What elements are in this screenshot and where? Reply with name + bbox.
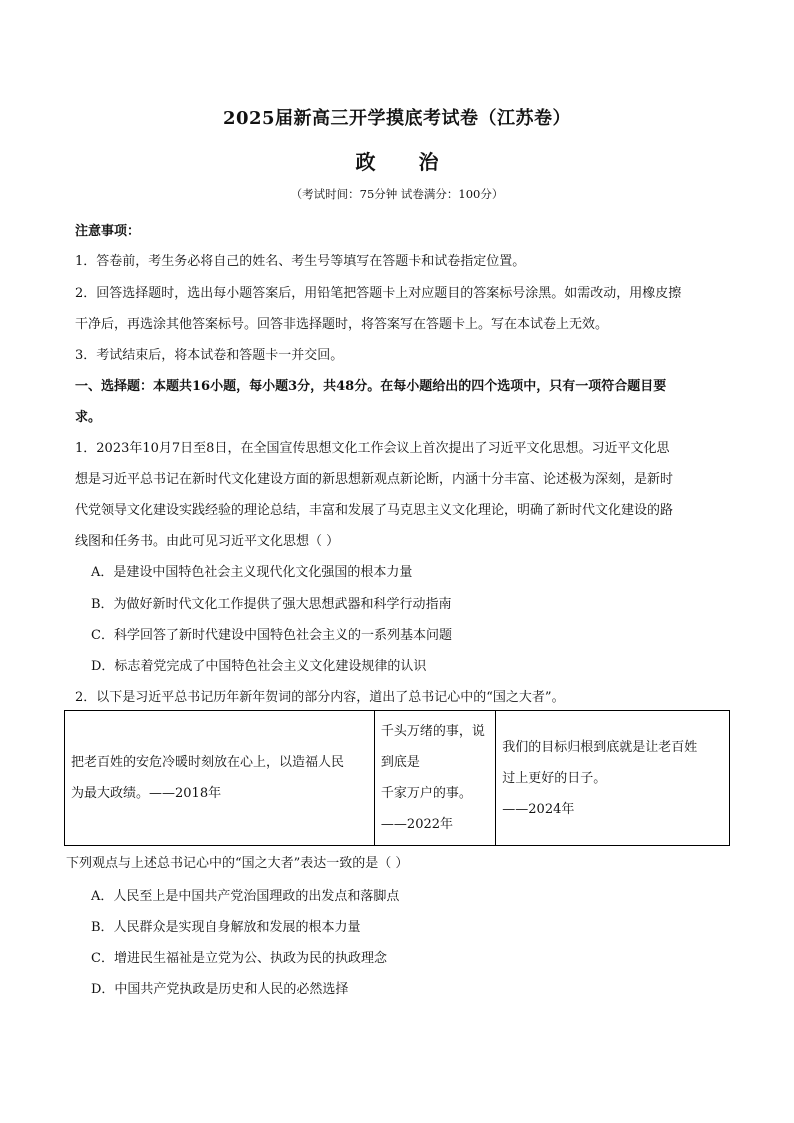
section-heading-line2: 求。 (75, 410, 102, 425)
q2-option-d: D．中国共产党执政是历史和人民的必然选择 (91, 982, 349, 997)
quote-2024-line2: 过上更好的日子。 (502, 770, 607, 786)
notice-item-3: 3．考试结束后，将本试卷和答题卡一并交回。 (75, 348, 344, 363)
q1-option-b: B．为做好新时代文化工作提供了强大思想武器和科学行动指南 (91, 597, 452, 612)
notice-item-2-line1: 2．回答选择题时，选出每小题答案后，用铅笔把答题卡上对应题目的答案标号涂黑。如需改动，用橡皮擦 (75, 286, 682, 301)
q1-option-c: C．科学回答了新时代建设中国特色社会主义的一系列基本问题 (91, 628, 452, 643)
quote-2018-line2: 为最大政绩。——2018年 (71, 786, 222, 801)
quote-cell-2022 (374, 711, 495, 846)
q2-option-a: A．人民至上是中国共产党治国理政的出发点和落脚点 (91, 889, 400, 904)
section-heading-line1: 一、选择题：本题共16小题，每小题3分，共48分。在每小题给出的四个选项中，只有一项符合题目要 (75, 379, 667, 394)
q1-stem-line4: 线图和任务书。由此可见习近平文化思想（ ） (75, 534, 340, 549)
notice-heading: 注意事项： (75, 224, 141, 239)
q1-stem-line1: 1．2023年10月7日至8日，在全国宣传思想文化工作会议上首次提出了习近平文化思想。习近平文化思 (75, 441, 670, 456)
quote-2024-line1: 我们的目标归根到底就是让老百姓 (502, 739, 698, 755)
q1-stem-line3: 代党领导文化建设实践经验的理论总结，丰富和发展了马克思主义文化理论，明确了新时代文化建设的路 (75, 503, 674, 518)
quote-2022-line4: ——2022年 (380, 817, 454, 832)
quote-2022-line3: 千家万户的事。 (380, 786, 472, 801)
quote-cell-2018 (65, 711, 375, 846)
quote-2022-line2: 到底是 (380, 755, 420, 770)
notice-item-1: 1．答卷前，考生务必将自己的姓名、考生号等填写在答题卡和试卷指定位置。 (75, 254, 526, 269)
q2-option-c: C．增进民生福祉是立党为公、执政为民的执政理念 (91, 951, 387, 966)
notice-item-2-line2: 干净后，再选涂其他答案标号。回答非选择题时，将答案写在答题卡上。写在本试卷上无效。 (75, 317, 609, 332)
subject-title: 政 治 (355, 150, 457, 174)
q1-option-d: D．标志着党完成了中国特色社会主义文化建设规律的认识 (91, 659, 427, 674)
quote-table-row (65, 711, 730, 846)
quote-2024-line3: ——2024年 (502, 801, 575, 817)
q1-option-a: A．是建设中国特色社会主义现代化文化强国的根本力量 (91, 565, 413, 580)
quote-2018-line1: 把老百姓的安危冷暖时刻放在心上，以造福人民 (71, 755, 345, 770)
q2-question: 下列观点与上述总书记心中的“国之大者”表达一致的是（ ） (66, 856, 409, 871)
exam-title: 2025届新高三开学摸底考试卷（江苏卷） (222, 108, 572, 129)
exam-meta: （考试时间：75分钟 试卷满分：100分） (290, 187, 504, 201)
quote-2022-line1: 千头万绪的事，说 (380, 724, 485, 739)
quote-cell-2024 (496, 711, 730, 846)
quote-table (64, 710, 730, 846)
q2-option-b: B．人民群众是实现自身解放和发展的根本力量 (91, 920, 361, 935)
q1-stem-line2: 想是习近平总书记在新时代文化建设方面的新思想新观点新论断，内涵十分丰富、论述极为深刻，是新时 (75, 472, 674, 487)
q2-stem: 2．以下是习近平总书记历年新年贺词的部分内容，道出了总书记心中的“国之大者”。 (75, 690, 565, 705)
